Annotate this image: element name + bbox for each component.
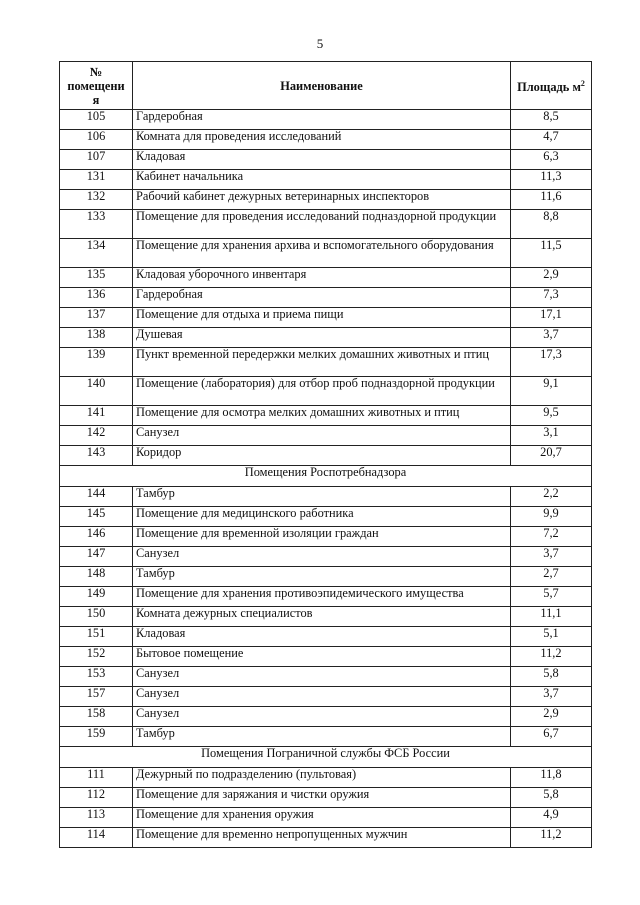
table-row bbox=[60, 667, 592, 687]
room-name-cell: Дежурный по подразделению (пультовая) bbox=[133, 768, 511, 788]
room-area-cell: 6,7 bbox=[511, 727, 592, 747]
table-row bbox=[60, 328, 592, 348]
room-number-cell: 105 bbox=[60, 110, 133, 130]
table-row bbox=[60, 377, 592, 406]
section-header-row bbox=[60, 747, 592, 768]
table-row bbox=[60, 587, 592, 607]
room-area-cell: 3,7 bbox=[511, 547, 592, 567]
header-num-line1: № bbox=[89, 64, 103, 79]
room-area-cell: 17,1 bbox=[511, 308, 592, 328]
room-number-cell: 138 bbox=[60, 328, 133, 348]
room-area-cell: 3,7 bbox=[511, 687, 592, 707]
room-area-cell: 5,7 bbox=[511, 587, 592, 607]
section-title: Помещения Роспотребнадзора bbox=[60, 466, 592, 487]
room-name-cell: Помещение для временно непропущенных мужчин bbox=[133, 828, 511, 848]
room-number-cell: 137 bbox=[60, 308, 133, 328]
header-room-number bbox=[60, 62, 133, 110]
table-row bbox=[60, 687, 592, 707]
table-body bbox=[60, 110, 592, 848]
room-name-cell: Пункт временной передержки мелких домашних животных и птиц bbox=[133, 348, 511, 377]
table-row bbox=[60, 828, 592, 848]
room-number-cell: 114 bbox=[60, 828, 133, 848]
room-number-cell: 157 bbox=[60, 687, 133, 707]
room-number-cell: 159 bbox=[60, 727, 133, 747]
room-name-cell: Помещение для отдыха и приема пищи bbox=[133, 308, 511, 328]
room-number-cell: 152 bbox=[60, 647, 133, 667]
room-name-cell: Санузел bbox=[133, 667, 511, 687]
section-title: Помещения Пограничной службы ФСБ России bbox=[60, 747, 592, 768]
header-area-label: Площадь м bbox=[517, 80, 581, 95]
room-name-cell: Кабинет начальника bbox=[133, 170, 511, 190]
section-header-row bbox=[60, 466, 592, 487]
room-area-cell: 3,1 bbox=[511, 426, 592, 446]
room-name-cell: Кладовая bbox=[133, 150, 511, 170]
table-row bbox=[60, 288, 592, 308]
header-num-line2: помещени bbox=[67, 78, 125, 93]
room-number-cell: 147 bbox=[60, 547, 133, 567]
table-header-row bbox=[60, 62, 592, 110]
room-name-cell: Помещение для заряжания и чистки оружия bbox=[133, 788, 511, 808]
room-number-cell: 136 bbox=[60, 288, 133, 308]
room-number-cell: 146 bbox=[60, 527, 133, 547]
room-area-cell: 4,7 bbox=[511, 130, 592, 150]
room-number-cell: 133 bbox=[60, 210, 133, 239]
table-row bbox=[60, 547, 592, 567]
room-name-cell: Гардеробная bbox=[133, 288, 511, 308]
room-name-cell: Кладовая уборочного инвентаря bbox=[133, 268, 511, 288]
room-number-cell: 112 bbox=[60, 788, 133, 808]
room-number-cell: 107 bbox=[60, 150, 133, 170]
header-area bbox=[511, 62, 592, 110]
room-name-cell: Гардеробная bbox=[133, 110, 511, 130]
room-number-cell: 151 bbox=[60, 627, 133, 647]
room-number-cell: 113 bbox=[60, 808, 133, 828]
room-area-cell: 11,2 bbox=[511, 647, 592, 667]
table-row bbox=[60, 446, 592, 466]
room-number-cell: 148 bbox=[60, 567, 133, 587]
table-row bbox=[60, 190, 592, 210]
room-area-cell: 17,3 bbox=[511, 348, 592, 377]
room-number-cell: 135 bbox=[60, 268, 133, 288]
room-number-cell: 111 bbox=[60, 768, 133, 788]
table-row bbox=[60, 627, 592, 647]
room-area-cell: 11,3 bbox=[511, 170, 592, 190]
table-row bbox=[60, 727, 592, 747]
room-name-cell: Санузел bbox=[133, 426, 511, 446]
room-name-cell: Помещение (лаборатория) для отбор проб подназдорной продукции bbox=[133, 377, 511, 406]
table-row bbox=[60, 150, 592, 170]
room-area-cell: 2,7 bbox=[511, 567, 592, 587]
room-area-cell: 11,2 bbox=[511, 828, 592, 848]
page-number: 5 bbox=[316, 36, 324, 51]
room-name-cell: Санузел bbox=[133, 687, 511, 707]
table-row bbox=[60, 507, 592, 527]
room-number-cell: 132 bbox=[60, 190, 133, 210]
room-name-cell: Душевая bbox=[133, 328, 511, 348]
room-area-cell: 4,9 bbox=[511, 808, 592, 828]
room-area-cell: 9,5 bbox=[511, 406, 592, 426]
room-number-cell: 145 bbox=[60, 507, 133, 527]
room-number-cell: 150 bbox=[60, 607, 133, 627]
room-number-cell: 106 bbox=[60, 130, 133, 150]
room-name-cell: Тамбур bbox=[133, 567, 511, 587]
room-name-cell: Комната дежурных специалистов bbox=[133, 607, 511, 627]
room-name-cell: Коридор bbox=[133, 446, 511, 466]
room-area-cell: 2,9 bbox=[511, 268, 592, 288]
room-number-cell: 158 bbox=[60, 707, 133, 727]
room-number-cell: 139 bbox=[60, 348, 133, 377]
table-row bbox=[60, 607, 592, 627]
table-row bbox=[60, 170, 592, 190]
room-name-cell: Помещение для хранения противоэпидемического имущества bbox=[133, 587, 511, 607]
room-area-cell: 11,1 bbox=[511, 607, 592, 627]
room-name-cell: Помещение для хранения архива и вспомогательного оборудования bbox=[133, 239, 511, 268]
room-number-cell: 134 bbox=[60, 239, 133, 268]
room-name-cell: Санузел bbox=[133, 707, 511, 727]
room-area-cell: 5,1 bbox=[511, 627, 592, 647]
room-number-cell: 143 bbox=[60, 446, 133, 466]
table-row bbox=[60, 707, 592, 727]
room-area-cell: 9,9 bbox=[511, 507, 592, 527]
room-name-cell: Бытовое помещение bbox=[133, 647, 511, 667]
table-row bbox=[60, 426, 592, 446]
table-row bbox=[60, 406, 592, 426]
room-area-cell: 6,3 bbox=[511, 150, 592, 170]
table-row bbox=[60, 239, 592, 268]
room-name-cell: Тамбур bbox=[133, 487, 511, 507]
room-number-cell: 144 bbox=[60, 487, 133, 507]
table-row bbox=[60, 130, 592, 150]
room-area-cell: 2,9 bbox=[511, 707, 592, 727]
room-area-cell: 2,2 bbox=[511, 487, 592, 507]
room-name-cell: Комната для проведения исследований bbox=[133, 130, 511, 150]
header-name: Наименование bbox=[133, 62, 511, 110]
room-number-cell: 149 bbox=[60, 587, 133, 607]
room-name-cell: Помещение для осмотра мелких домашних животных и птиц bbox=[133, 406, 511, 426]
room-number-cell: 142 bbox=[60, 426, 133, 446]
room-number-cell: 141 bbox=[60, 406, 133, 426]
room-area-cell: 5,8 bbox=[511, 788, 592, 808]
room-name-cell: Тамбур bbox=[133, 727, 511, 747]
rooms-table bbox=[59, 61, 592, 848]
header-num-line3: я bbox=[92, 92, 100, 107]
table-row bbox=[60, 788, 592, 808]
room-name-cell: Кладовая bbox=[133, 627, 511, 647]
table-row bbox=[60, 768, 592, 788]
header-area-sup: 2 bbox=[580, 78, 585, 88]
room-area-cell: 7,2 bbox=[511, 527, 592, 547]
room-area-cell: 11,6 bbox=[511, 190, 592, 210]
table-row bbox=[60, 647, 592, 667]
table-row bbox=[60, 808, 592, 828]
table-row bbox=[60, 268, 592, 288]
room-number-cell: 140 bbox=[60, 377, 133, 406]
room-area-cell: 3,7 bbox=[511, 328, 592, 348]
table-row bbox=[60, 487, 592, 507]
room-number-cell: 131 bbox=[60, 170, 133, 190]
room-area-cell: 20,7 bbox=[511, 446, 592, 466]
room-name-cell: Санузел bbox=[133, 547, 511, 567]
room-area-cell: 8,8 bbox=[511, 210, 592, 239]
room-name-cell: Помещение для проведения исследований подназдорной продукции bbox=[133, 210, 511, 239]
table-row bbox=[60, 308, 592, 328]
room-area-cell: 7,3 bbox=[511, 288, 592, 308]
room-area-cell: 5,8 bbox=[511, 667, 592, 687]
room-area-cell: 11,8 bbox=[511, 768, 592, 788]
room-name-cell: Помещение для медицинского работника bbox=[133, 507, 511, 527]
room-area-cell: 8,5 bbox=[511, 110, 592, 130]
table-row bbox=[60, 210, 592, 239]
room-area-cell: 9,1 bbox=[511, 377, 592, 406]
table-row bbox=[60, 567, 592, 587]
room-name-cell: Рабочий кабинет дежурных ветеринарных инспекторов bbox=[133, 190, 511, 210]
table-row bbox=[60, 110, 592, 130]
room-name-cell: Помещение для временной изоляции граждан bbox=[133, 527, 511, 547]
room-name-cell: Помещение для хранения оружия bbox=[133, 808, 511, 828]
room-area-cell: 11,5 bbox=[511, 239, 592, 268]
table-row bbox=[60, 527, 592, 547]
table-row bbox=[60, 348, 592, 377]
room-number-cell: 153 bbox=[60, 667, 133, 687]
